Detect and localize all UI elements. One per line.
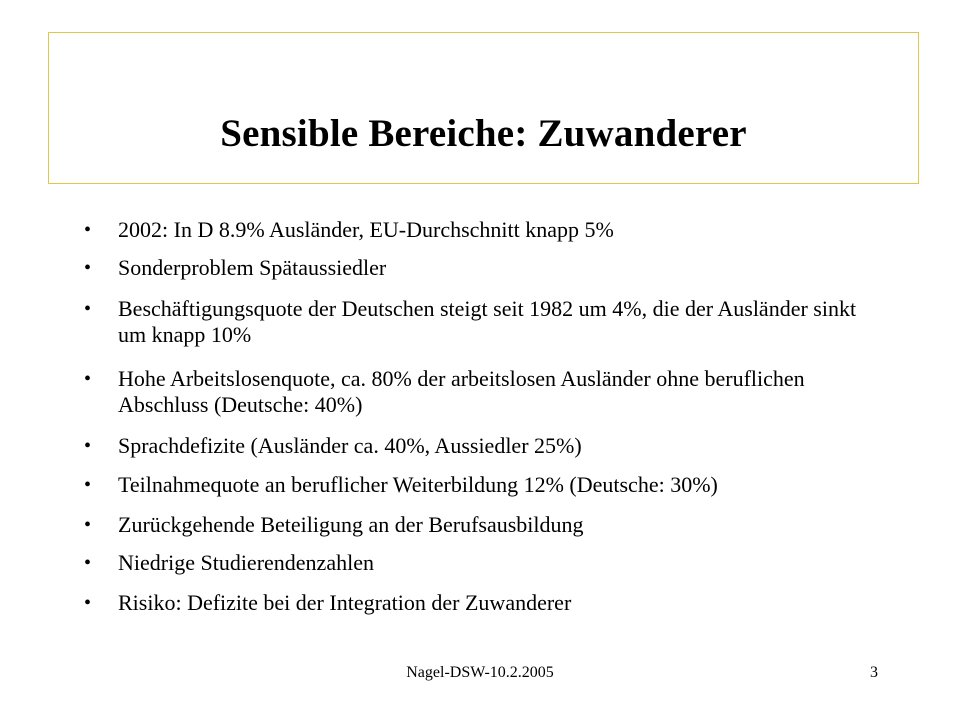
bullet-item: [84, 217, 884, 243]
bullet-text: 2002: In D 8.9% Ausländer, EU-Durchschnitt knapp 5%: [118, 217, 614, 242]
bullet-dot: •: [84, 474, 92, 496]
bullet-item: [84, 296, 884, 348]
bullet-text: Hohe Arbeitslosenquote, ca. 80% der arbeitslosen Ausländer ohne beruflichen Abschluss (Deutsche: 40%): [118, 366, 805, 417]
bullet-item: [84, 255, 884, 281]
bullet-text: Teilnahmequote an beruflicher Weiterbildung 12% (Deutsche: 30%): [118, 472, 718, 497]
bullet-dot: •: [84, 514, 92, 536]
bullet-item: [84, 366, 884, 418]
bullet-item: [84, 512, 884, 538]
bullet-text: Risiko: Defizite bei der Integration der Zuwanderer: [118, 590, 572, 615]
bullet-dot: •: [84, 592, 92, 614]
bullet-item: [84, 550, 884, 576]
bullet-dot: •: [84, 435, 92, 457]
bullet-dot: •: [84, 257, 92, 279]
bullet-dot: •: [84, 368, 92, 390]
footer-author-date: Nagel-DSW-10.2.2005: [406, 664, 554, 681]
bullet-item: [84, 472, 884, 498]
bullet-item: [84, 590, 884, 616]
bullet-dot: •: [84, 219, 92, 241]
bullet-text: Niedrige Studierendenzahlen: [118, 550, 374, 575]
footer-page-number: 3: [870, 664, 878, 681]
bullet-text: Zurückgehende Beteiligung an der Berufsausbildung: [118, 512, 584, 537]
bullet-dot: •: [84, 552, 92, 574]
bullet-text: Sprachdefizite (Ausländer ca. 40%, Aussiedler 25%): [118, 433, 582, 458]
bullet-dot: •: [84, 298, 92, 320]
slide-title: Sensible Bereiche: Zuwanderer: [220, 111, 747, 155]
bullet-text: Sonderproblem Spätaussiedler: [118, 255, 387, 280]
bullet-item: [84, 433, 884, 459]
bullet-text: Beschäftigungsquote der Deutschen steigt seit 1982 um 4%, die der Ausländer sinkt um knapp 10%: [118, 296, 857, 347]
